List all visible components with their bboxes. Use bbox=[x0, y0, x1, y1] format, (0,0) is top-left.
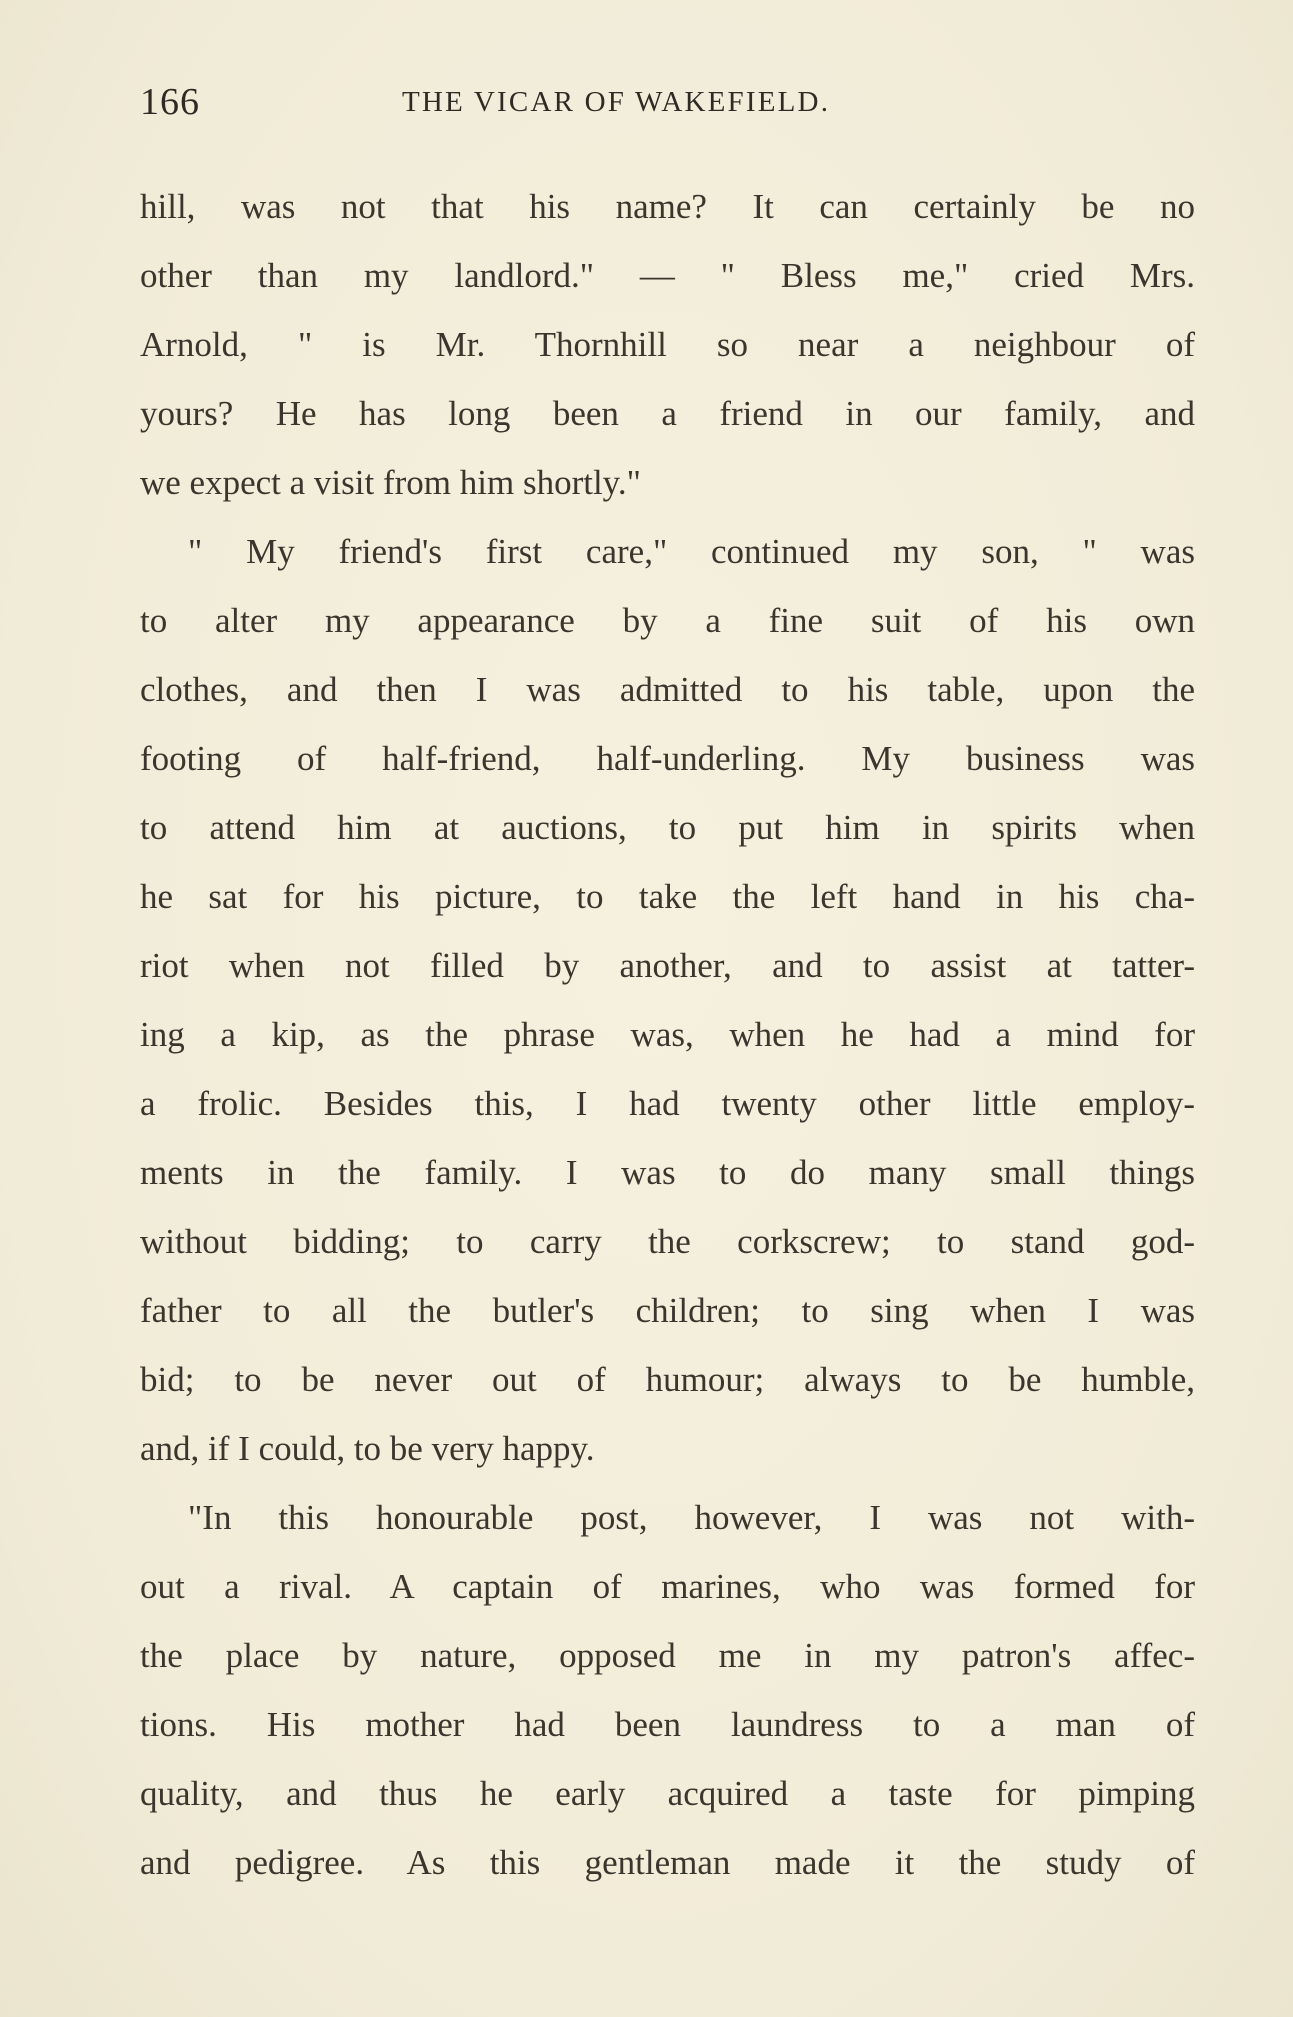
text-line: clothes, and then I was admitted to his table, upon the bbox=[140, 670, 1195, 709]
text-line: out a rival. A captain of marines, who was formed for bbox=[140, 1567, 1195, 1606]
text-line: to attend him at auctions, to put him in spirits when bbox=[140, 808, 1195, 847]
text-line: we expect a visit from him shortly." bbox=[140, 463, 641, 502]
text-line: the place by nature, opposed me in my patron's affec- bbox=[140, 1636, 1195, 1675]
text-line: yours? He has long been a friend in our family, and bbox=[140, 394, 1195, 433]
page-header bbox=[140, 80, 1195, 140]
text-line: father to all the butler's children; to sing when I was bbox=[140, 1291, 1195, 1330]
text-line: and pedigree. As this gentleman made it the study of bbox=[140, 1843, 1195, 1882]
text-line: ing a kip, as the phrase was, when he had a mind for bbox=[140, 1015, 1195, 1054]
text-line: without bidding; to carry the corkscrew; to stand god- bbox=[140, 1222, 1195, 1261]
text-line: quality, and thus he early acquired a taste for pimping bbox=[140, 1774, 1195, 1813]
body-text bbox=[140, 172, 1195, 1897]
text-line: Arnold, " is Mr. Thornhill so near a neighbour of bbox=[140, 325, 1195, 364]
text-line: "In this honourable post, however, I was not with- bbox=[188, 1498, 1195, 1537]
text-line: bid; to be never out of humour; always to be humble, bbox=[140, 1360, 1195, 1399]
text-line: riot when not filled by another, and to assist at tatter- bbox=[140, 946, 1195, 985]
text-line: " My friend's first care," continued my son, " was bbox=[188, 532, 1195, 571]
text-line: and, if I could, to be very happy. bbox=[140, 1429, 595, 1468]
text-line: tions. His mother had been laundress to a man of bbox=[140, 1705, 1195, 1744]
page-number: 166 bbox=[140, 81, 200, 123]
text-line: hill, was not that his name? It can certainly be no bbox=[140, 187, 1195, 226]
text-line: ments in the family. I was to do many small things bbox=[140, 1153, 1195, 1192]
text-line: a frolic. Besides this, I had twenty other little employ- bbox=[140, 1084, 1195, 1123]
text-line: other than my landlord." — " Bless me," cried Mrs. bbox=[140, 256, 1195, 295]
text-line: he sat for his picture, to take the left hand in his cha- bbox=[140, 877, 1195, 916]
text-line: to alter my appearance by a fine suit of his own bbox=[140, 601, 1195, 640]
text-line: footing of half-friend, half-underling. My business was bbox=[140, 739, 1195, 778]
running-head: THE VICAR OF WAKEFIELD. bbox=[402, 86, 831, 118]
